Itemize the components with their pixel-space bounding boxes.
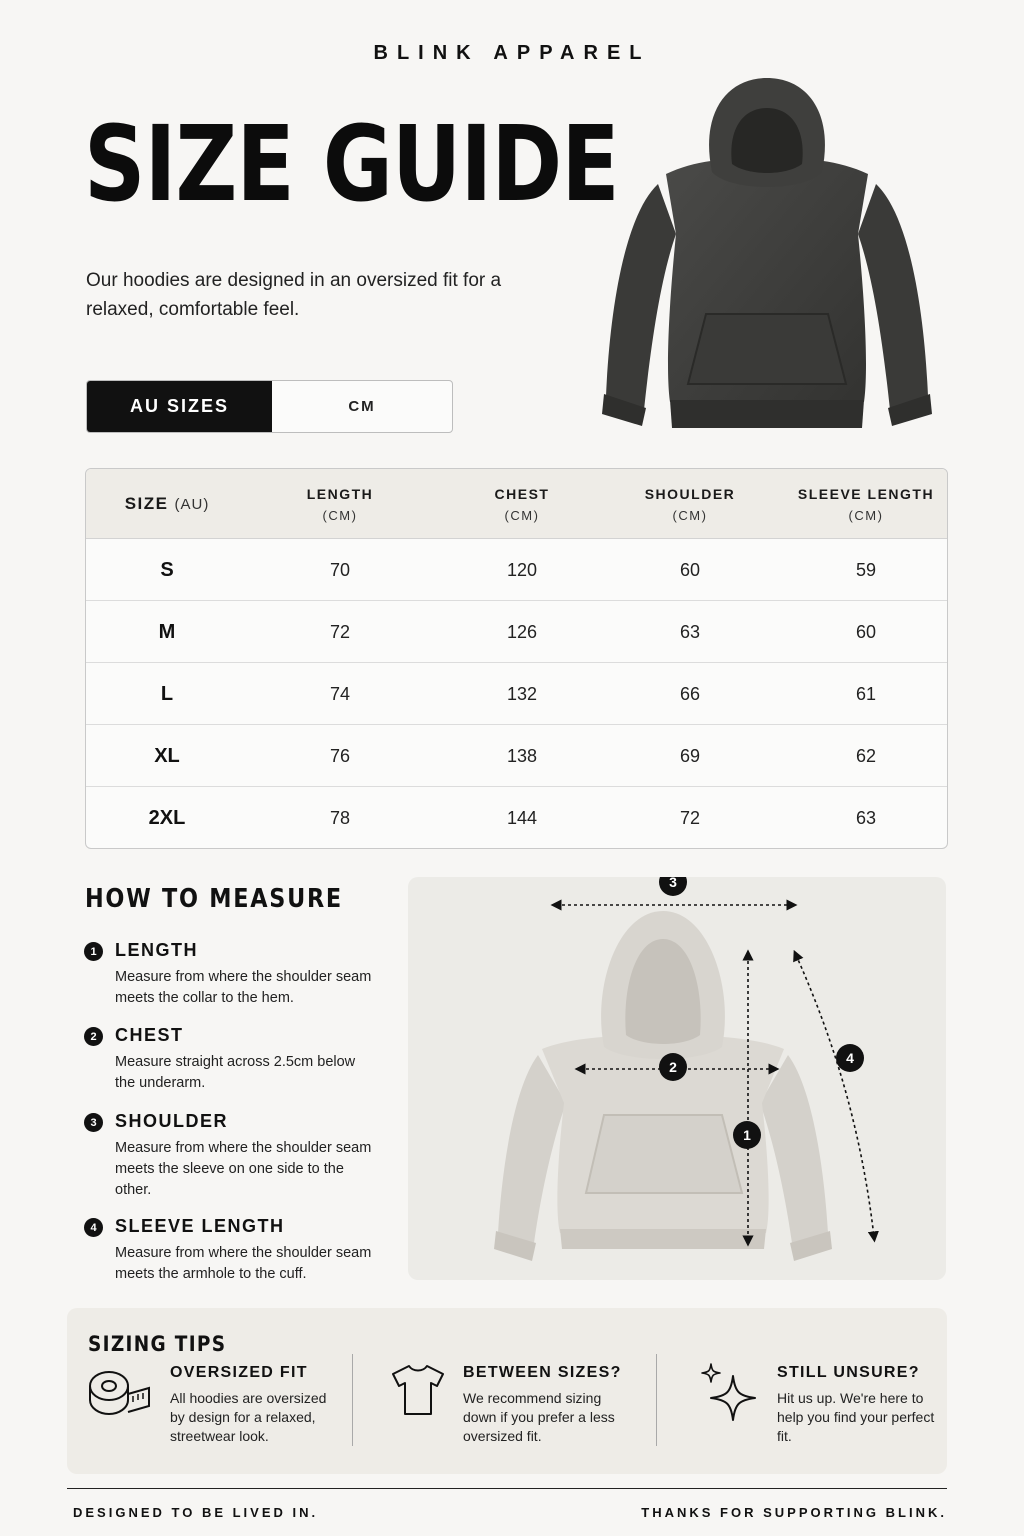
page-title: SIZE GUIDE bbox=[84, 103, 619, 225]
light-hoodie bbox=[494, 911, 832, 1261]
cell-chest: 120 bbox=[506, 559, 538, 580]
cell-chest: 144 bbox=[506, 807, 538, 828]
tip-title: OVERSIZED FIT bbox=[170, 1364, 308, 1381]
tip-description: All hoodies are oversized by design for a relaxed, streetwear look. bbox=[170, 1390, 327, 1444]
cell-shoulder: 66 bbox=[679, 683, 701, 704]
step-label: SHOULDER bbox=[115, 1111, 229, 1131]
marker-label: 1 bbox=[743, 1127, 751, 1143]
tip-title: BETWEEN SIZES? bbox=[463, 1364, 622, 1381]
cell-sleeve-length: 60 bbox=[855, 621, 877, 642]
size-table bbox=[85, 468, 948, 849]
table-row bbox=[86, 725, 947, 787]
header-label: LENGTH bbox=[306, 485, 374, 502]
tip-divider bbox=[352, 1354, 353, 1446]
step-description: Measure from where the shoulder seam meets the sleeve on one side to the other. bbox=[115, 1140, 372, 1198]
step-number: 3 bbox=[84, 1113, 103, 1132]
tip-description: We recommend sizing down if you prefer a less oversized fit. bbox=[463, 1390, 615, 1444]
cell-shoulder: 60 bbox=[679, 559, 701, 580]
cell-size: L bbox=[160, 682, 174, 705]
cell-size: S bbox=[160, 558, 174, 581]
step-label: LENGTH bbox=[115, 940, 198, 960]
brand-name: BLINK APPAREL bbox=[373, 42, 651, 64]
measuring-tape-icon bbox=[87, 1366, 153, 1418]
header-unit: (CM) bbox=[322, 507, 358, 523]
header-chest bbox=[442, 469, 602, 539]
step-label: CHEST bbox=[115, 1025, 184, 1045]
cell-sleeve-length: 62 bbox=[855, 745, 877, 766]
cm-button[interactable]: CM bbox=[348, 398, 376, 415]
footer-thanks: THANKS FOR SUPPORTING BLINK. bbox=[641, 1505, 947, 1520]
step-number: 1 bbox=[84, 942, 103, 961]
cell-length: 76 bbox=[329, 745, 351, 766]
header-label: SIZE bbox=[124, 494, 169, 513]
header-label: CHEST bbox=[494, 485, 550, 502]
step-description: Measure from where the shoulder seam meets the collar to the hem. bbox=[115, 969, 372, 1006]
cell-length: 72 bbox=[329, 621, 351, 642]
step-label: SLEEVE LENGTH bbox=[115, 1216, 285, 1236]
footer-tagline: DESIGNED TO BE LIVED IN. bbox=[73, 1505, 319, 1520]
cell-size: M bbox=[158, 620, 176, 643]
tip-between-sizes bbox=[463, 1364, 633, 1446]
cell-length: 78 bbox=[329, 807, 351, 828]
au-sizes-button[interactable]: AU SIZES bbox=[87, 381, 272, 432]
header-unit: (CM) bbox=[848, 507, 884, 523]
cell-chest: 138 bbox=[506, 745, 538, 766]
cell-size: 2XL bbox=[148, 806, 186, 829]
cell-chest: 126 bbox=[506, 621, 538, 642]
unit-toggle bbox=[86, 380, 453, 433]
marker-label: 4 bbox=[846, 1050, 854, 1066]
intro-text: Our hoodies are designed in an oversized fit for a relaxed, comfortable feel. bbox=[86, 270, 502, 320]
tip-description: Hit us up. We're here to help you find your perfect fit. bbox=[777, 1390, 935, 1444]
cell-length: 70 bbox=[329, 559, 351, 580]
table-header bbox=[86, 469, 947, 539]
tip-still-unsure bbox=[777, 1364, 947, 1446]
tshirt-icon bbox=[387, 1362, 449, 1418]
cell-size: XL bbox=[154, 744, 180, 767]
cell-sleeve-length: 63 bbox=[855, 807, 877, 828]
cell-sleeve-length: 59 bbox=[855, 559, 877, 580]
marker-label: 2 bbox=[669, 1059, 677, 1075]
cell-length: 74 bbox=[329, 683, 351, 704]
marker-label: 3 bbox=[669, 877, 677, 890]
marker-1 bbox=[733, 1121, 761, 1149]
header-sleeve-length bbox=[786, 469, 946, 539]
step-number: 2 bbox=[84, 1027, 103, 1046]
step-number: 4 bbox=[84, 1218, 103, 1237]
footer-divider bbox=[67, 1488, 947, 1489]
table-row bbox=[86, 539, 947, 601]
step-description: Measure straight across 2.5cm below the underarm. bbox=[115, 1054, 356, 1091]
table-row bbox=[86, 663, 947, 725]
measurement-diagram bbox=[408, 877, 946, 1280]
how-to-measure-title: HOW TO MEASURE bbox=[85, 884, 343, 914]
cell-chest: 132 bbox=[506, 683, 538, 704]
table-row bbox=[86, 787, 947, 849]
hoodie-product-image bbox=[596, 74, 938, 436]
tip-title: STILL UNSURE? bbox=[777, 1364, 920, 1381]
header-label: SHOULDER bbox=[644, 485, 736, 502]
sparkle-icon bbox=[697, 1362, 763, 1424]
header-unit: (CM) bbox=[504, 507, 540, 523]
marker-2 bbox=[659, 1053, 687, 1081]
marker-4 bbox=[836, 1044, 864, 1072]
tip-oversized-fit bbox=[170, 1364, 340, 1446]
hoodie-diagram bbox=[408, 877, 946, 1280]
cell-shoulder: 69 bbox=[679, 745, 701, 766]
sizing-tips-title: SIZING TIPS bbox=[88, 1332, 227, 1356]
header-size bbox=[86, 469, 248, 539]
tip-divider bbox=[656, 1354, 657, 1446]
marker-3 bbox=[659, 877, 687, 896]
header-shoulder bbox=[610, 469, 770, 539]
header-unit: (CM) bbox=[672, 507, 708, 523]
cell-sleeve-length: 61 bbox=[855, 683, 877, 704]
header-label: SLEEVE LENGTH bbox=[797, 485, 935, 502]
cell-shoulder: 63 bbox=[679, 621, 701, 642]
step-description: Measure from where the shoulder seam meets the armhole to the cuff. bbox=[115, 1245, 372, 1282]
header-length bbox=[260, 469, 420, 539]
cell-shoulder: 72 bbox=[679, 807, 701, 828]
sizing-tips-panel bbox=[67, 1308, 947, 1474]
header-unit: (AU) bbox=[174, 495, 210, 513]
table-row bbox=[86, 601, 947, 663]
